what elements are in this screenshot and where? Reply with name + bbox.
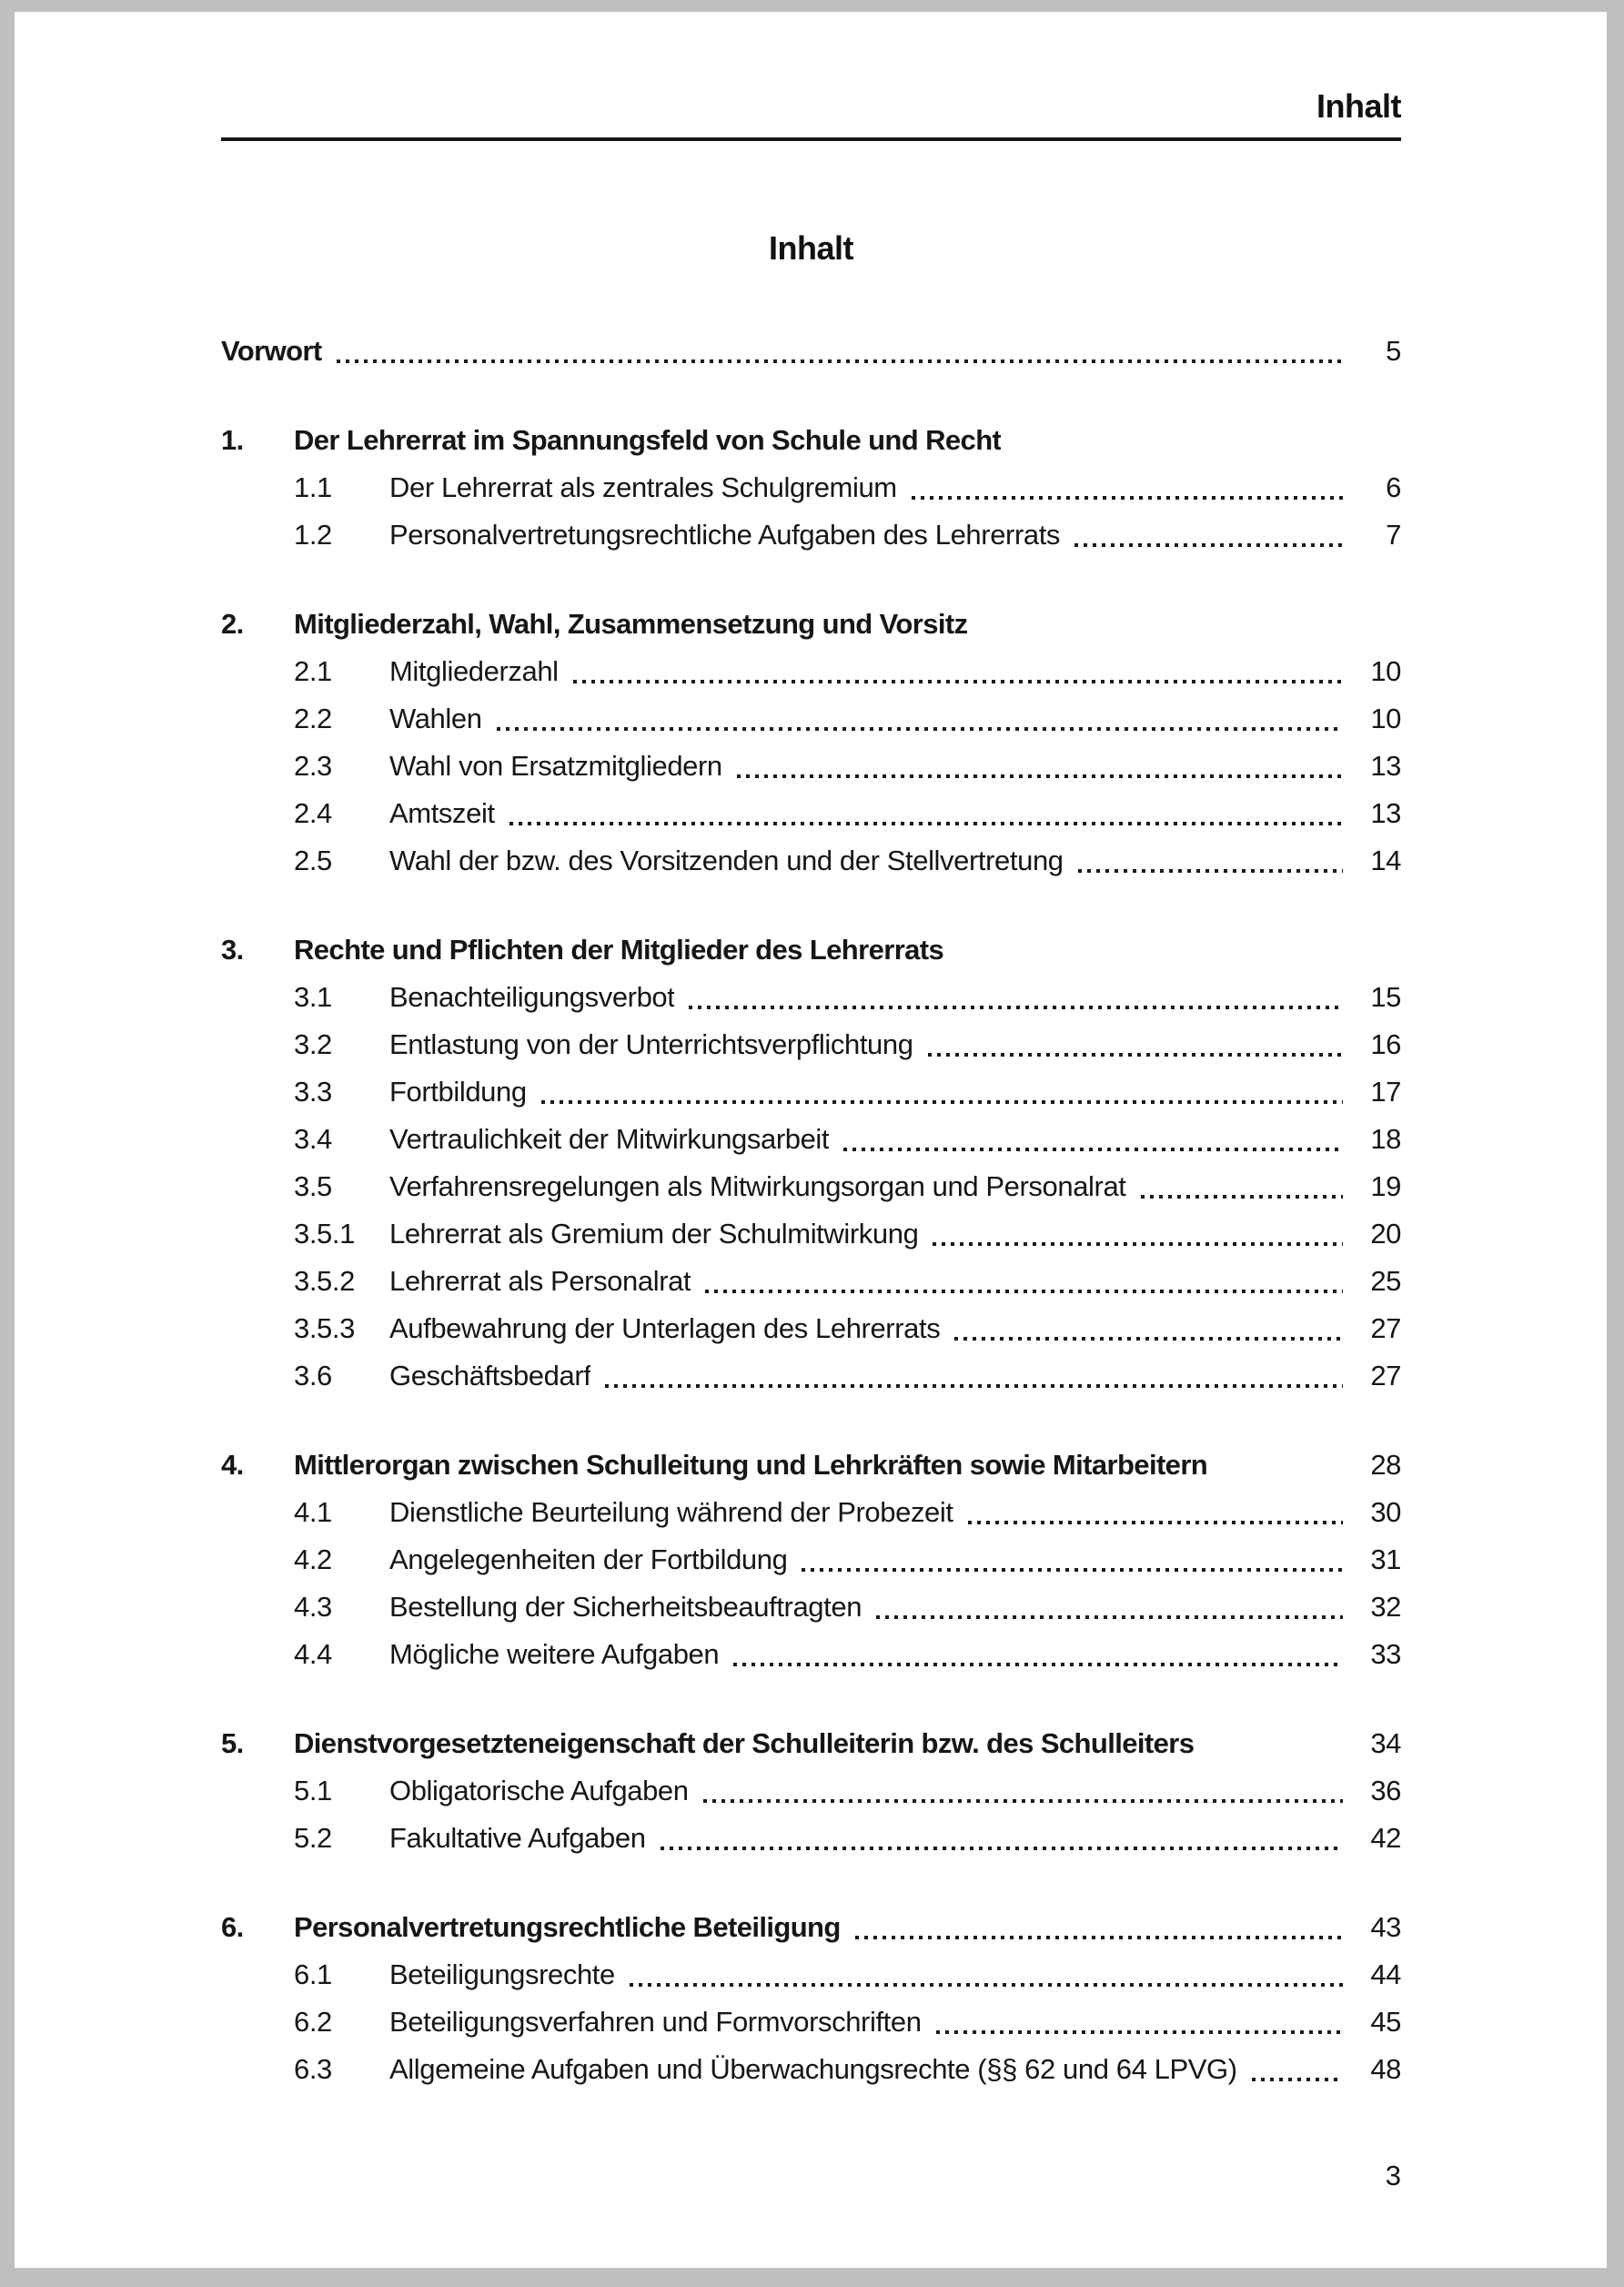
section-title: Mittlerorgan zwischen Schulleitung und Lehrkräften sowie Mitarbeitern <box>294 1449 1208 1482</box>
entry-number: 4.2 <box>294 1543 332 1576</box>
entry-page: 10 <box>1370 655 1401 688</box>
entry-label: Vorwort <box>221 335 322 368</box>
entry-page: 36 <box>1370 1775 1401 1807</box>
toc-entry <box>221 743 1401 790</box>
toc-entry <box>221 1068 1401 1116</box>
entry-page: 7 <box>1386 519 1401 552</box>
toc-entry-vorwort <box>221 328 1401 375</box>
toc-entry <box>221 648 1401 695</box>
entry-title: Amtszeit <box>389 797 495 830</box>
toc-entry <box>221 1489 1401 1536</box>
dot-leader <box>843 1148 1343 1151</box>
entry-title: Wahlen <box>389 703 482 735</box>
toc-entry <box>221 1116 1401 1163</box>
dot-leader <box>573 680 1343 683</box>
dot-leader <box>733 1663 1343 1666</box>
entry-number: 3.5.3 <box>294 1312 355 1345</box>
running-head: Inhalt <box>1316 87 1401 125</box>
dot-leader <box>954 1337 1343 1341</box>
dot-leader <box>689 1006 1343 1009</box>
entry-number: 3.5.1 <box>294 1218 355 1250</box>
toc-entry <box>221 1951 1401 1999</box>
entry-title: Mitgliederzahl <box>389 655 559 688</box>
entry-title: Dienstliche Beurteilung während der Probezeit <box>389 1496 953 1529</box>
entry-page: 13 <box>1370 797 1401 830</box>
entry-title: Lehrerrat als Personalrat <box>389 1265 691 1298</box>
toc-section-heading <box>221 1442 1401 1489</box>
dot-leader <box>630 1983 1343 1987</box>
entry-number: 3.4 <box>294 1123 332 1156</box>
page-content <box>221 12 1401 2093</box>
dot-leader <box>933 1242 1343 1246</box>
entry-title: Beteiligungsverfahren und Formvorschriften <box>389 2006 922 2039</box>
entry-number: 6.3 <box>294 2053 332 2086</box>
section-number: 1. <box>221 424 244 457</box>
entry-number: 3.2 <box>294 1028 332 1061</box>
toc-entry <box>221 1258 1401 1305</box>
entry-title: Fortbildung <box>389 1076 527 1108</box>
entry-number: 6.1 <box>294 1958 332 1991</box>
entry-title: Verfahrensregelungen als Mitwirkungsorgan und Personalrat <box>389 1170 1126 1203</box>
entry-number: 4.3 <box>294 1591 332 1624</box>
entry-page: 6 <box>1386 471 1401 504</box>
entry-number: 2.5 <box>294 845 332 877</box>
toc-entry <box>221 1767 1401 1815</box>
dot-leader <box>928 1053 1343 1057</box>
toc-section-heading <box>221 601 1401 648</box>
toc-section-1 <box>221 417 1401 559</box>
entry-page: 18 <box>1370 1123 1401 1156</box>
entry-number: 2.2 <box>294 703 332 735</box>
entry-number: 5.1 <box>294 1775 332 1807</box>
entry-page: 14 <box>1370 845 1401 877</box>
toc-entry <box>221 1210 1401 1258</box>
entry-title: Vertraulichkeit der Mitwirkungsarbeit <box>389 1123 830 1156</box>
toc-entry <box>221 511 1401 559</box>
entry-page: 20 <box>1370 1218 1401 1250</box>
dot-leader <box>876 1615 1343 1619</box>
section-page: 28 <box>1370 1449 1401 1482</box>
entry-number: 2.4 <box>294 797 332 830</box>
entry-title: Bestellung der Sicherheitsbeauftragten <box>389 1591 862 1624</box>
entry-page: 13 <box>1370 750 1401 783</box>
entry-number: 1.1 <box>294 471 332 504</box>
entry-page: 15 <box>1370 981 1401 1014</box>
toc-entry <box>221 1352 1401 1400</box>
dot-leader <box>541 1100 1343 1104</box>
toc-entry <box>221 2046 1401 2093</box>
entry-number: 5.2 <box>294 1822 332 1855</box>
toc-entry <box>221 1305 1401 1352</box>
scanned-page <box>15 12 1607 2268</box>
entry-title: Aufbewahrung der Unterlagen des Lehrerrats <box>389 1312 941 1345</box>
toc-section-2 <box>221 601 1401 885</box>
entry-page: 25 <box>1370 1265 1401 1298</box>
entry-page: 32 <box>1370 1591 1401 1624</box>
toc-section-heading <box>221 1720 1401 1767</box>
dot-leader <box>497 727 1343 731</box>
entry-page: 16 <box>1370 1028 1401 1061</box>
entry-title: Fakultative Aufgaben <box>389 1822 646 1855</box>
entry-title: Personalvertretungsrechtliche Aufgaben des Lehrerrats <box>389 519 1061 552</box>
entry-number: 3.6 <box>294 1360 332 1392</box>
toc-section-3 <box>221 926 1401 1400</box>
entry-page: 27 <box>1370 1360 1401 1392</box>
section-title: Dienstvorgesetzteneigenschaft der Schulleiterin bzw. des Schulleiters <box>294 1727 1195 1760</box>
dot-leader <box>855 1936 1343 1939</box>
section-page: 43 <box>1370 1911 1401 1944</box>
entry-number: 2.3 <box>294 750 332 783</box>
entry-page: 44 <box>1370 1958 1401 1991</box>
section-number: 6. <box>221 1911 244 1944</box>
dot-leader <box>509 822 1343 825</box>
entry-number: 1.2 <box>294 519 332 552</box>
toc-section-heading <box>221 417 1401 464</box>
table-of-contents <box>221 328 1401 2093</box>
dot-leader <box>936 2030 1343 2034</box>
entry-page: 31 <box>1370 1543 1401 1576</box>
toc-entry <box>221 1163 1401 1210</box>
entry-number: 3.5.2 <box>294 1265 355 1298</box>
entry-title: Geschäftsbedarf <box>389 1360 591 1392</box>
entry-page: 19 <box>1370 1170 1401 1203</box>
entry-page: 5 <box>1386 335 1401 368</box>
dot-leader <box>605 1384 1343 1388</box>
toc-section-heading <box>221 1904 1401 1951</box>
entry-title: Obligatorische Aufgaben <box>389 1775 689 1807</box>
section-page: 34 <box>1370 1727 1401 1760</box>
entry-page: 42 <box>1370 1822 1401 1855</box>
entry-title: Angelegenheiten der Fortbildung <box>389 1543 788 1576</box>
dot-leader <box>1078 869 1343 873</box>
entry-page: 10 <box>1370 703 1401 735</box>
toc-entry <box>221 974 1401 1021</box>
section-number: 5. <box>221 1727 244 1760</box>
entry-page: 17 <box>1370 1076 1401 1108</box>
dot-leader <box>802 1568 1343 1572</box>
section-title: Personalvertretungsrechtliche Beteiligung <box>294 1911 841 1944</box>
toc-entry <box>221 790 1401 837</box>
entry-number: 3.3 <box>294 1076 332 1108</box>
entry-title: Beteiligungsrechte <box>389 1958 615 1991</box>
entry-number: 4.4 <box>294 1638 332 1671</box>
entry-page: 30 <box>1370 1496 1401 1529</box>
entry-title: Allgemeine Aufgaben und Überwachungsrechte (§§ 62 und 64 LPVG) <box>389 2053 1237 2086</box>
dot-leader <box>1074 543 1343 547</box>
toc-entry <box>221 1536 1401 1584</box>
dot-leader <box>912 496 1343 500</box>
entry-page: 33 <box>1370 1638 1401 1671</box>
entry-number: 6.2 <box>294 2006 332 2039</box>
toc-entry <box>221 1999 1401 2046</box>
dot-leader <box>1252 2078 1343 2081</box>
entry-page: 48 <box>1370 2053 1401 2086</box>
dot-leader <box>1141 1195 1343 1199</box>
entry-number: 4.1 <box>294 1496 332 1529</box>
dot-leader <box>703 1799 1343 1803</box>
entry-number: 2.1 <box>294 655 332 688</box>
entry-title: Lehrerrat als Gremium der Schulmitwirkung <box>389 1218 919 1250</box>
toc-entry <box>221 464 1401 511</box>
page-title: Inhalt <box>769 229 853 267</box>
toc-section-6 <box>221 1904 1401 2093</box>
toc-entry <box>221 1631 1401 1678</box>
section-number: 2. <box>221 608 244 641</box>
entry-title: Wahl von Ersatzmitgliedern <box>389 750 722 783</box>
dot-leader <box>968 1521 1343 1524</box>
dot-leader <box>705 1290 1343 1293</box>
dot-leader <box>337 359 1343 363</box>
toc-entry <box>221 695 1401 743</box>
entry-page: 45 <box>1370 2006 1401 2039</box>
toc-section-5 <box>221 1720 1401 1862</box>
section-title: Mitgliederzahl, Wahl, Zusammensetzung und Vorsitz <box>294 608 968 641</box>
section-number: 4. <box>221 1449 244 1482</box>
dot-leader <box>661 1847 1343 1850</box>
entry-title: Der Lehrerrat als zentrales Schulgremium <box>389 471 897 504</box>
entry-number: 3.1 <box>294 981 332 1014</box>
entry-title: Wahl der bzw. des Vorsitzenden und der Stellvertretung <box>389 845 1064 877</box>
entry-title: Mögliche weitere Aufgaben <box>389 1638 720 1671</box>
toc-section-4 <box>221 1442 1401 1678</box>
section-title: Der Lehrerrat im Spannungsfeld von Schule und Recht <box>294 424 1002 457</box>
dot-leader <box>737 774 1343 778</box>
dot-leader <box>1222 1473 1343 1477</box>
footer-page-number: 3 <box>1385 2160 1401 2191</box>
header-rule <box>221 137 1401 141</box>
entry-number: 3.5 <box>294 1170 332 1203</box>
entry-title: Entlastung von der Unterrichtsverpflichtung <box>389 1028 913 1061</box>
toc-entry <box>221 1021 1401 1068</box>
toc-entry <box>221 837 1401 885</box>
toc-section-heading <box>221 926 1401 974</box>
section-number: 3. <box>221 934 244 966</box>
section-title: Rechte und Pflichten der Mitglieder des Lehrerrats <box>294 934 944 966</box>
entry-page: 27 <box>1370 1312 1401 1345</box>
toc-entry <box>221 1584 1401 1631</box>
entry-title: Benachteiligungsverbot <box>389 981 675 1014</box>
dot-leader <box>1208 1752 1343 1756</box>
toc-entry <box>221 1815 1401 1862</box>
